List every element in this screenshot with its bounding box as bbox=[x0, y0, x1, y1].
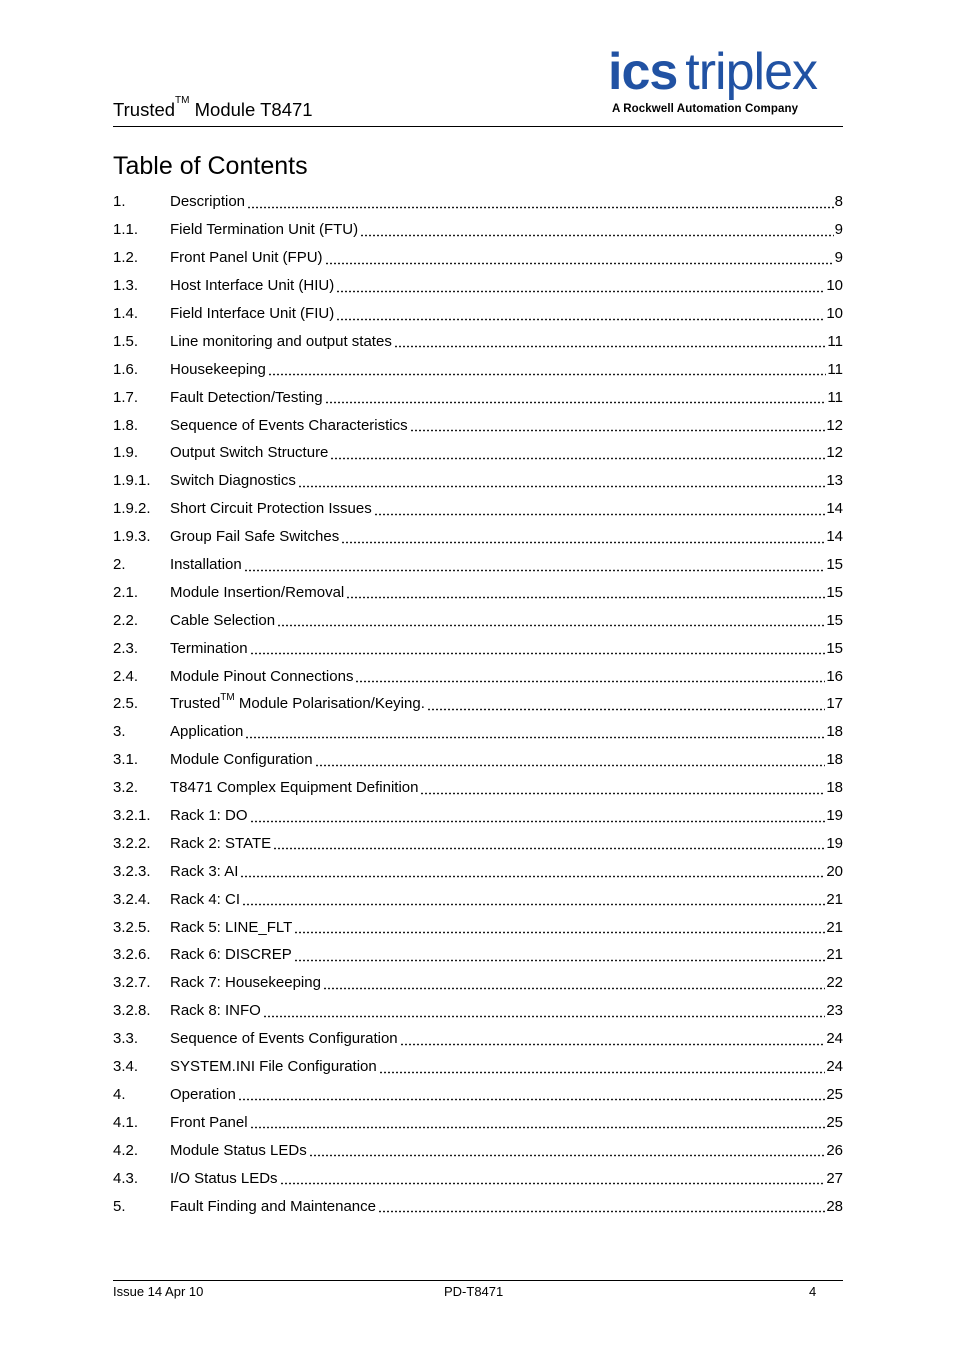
footer-issue: Issue 14 Apr 10 bbox=[113, 1284, 204, 1299]
logo-tagline: A Rockwell Automation Company bbox=[612, 103, 799, 115]
toc-entry-page: 24 bbox=[826, 1058, 843, 1076]
trademark-mark: TM bbox=[175, 95, 190, 106]
ics-triplex-logo bbox=[608, 44, 844, 120]
toc-entry[interactable] bbox=[113, 216, 843, 244]
toc-entry[interactable] bbox=[113, 802, 843, 830]
dot-leader bbox=[309, 1145, 826, 1157]
toc-entry-title-text: SYSTEM.INI File Configuration bbox=[170, 1058, 377, 1076]
toc-entry-page: 21 bbox=[826, 918, 843, 936]
toc-entry-number: 3.2.4. bbox=[113, 890, 151, 908]
toc-entry-title bbox=[170, 723, 245, 740]
toc-entry-title bbox=[170, 668, 355, 685]
toc-entry-title bbox=[170, 556, 244, 573]
toc-entry-number: 4.1. bbox=[113, 1113, 139, 1131]
toc-entry-number: 2.4. bbox=[113, 667, 139, 685]
toc-entry[interactable] bbox=[113, 1108, 843, 1136]
toc-entry-title-text: Rack 4: CI bbox=[170, 890, 241, 908]
toc-entry-title bbox=[170, 751, 315, 768]
toc-entry-number: 1.6. bbox=[113, 360, 139, 378]
dot-leader bbox=[315, 755, 826, 767]
dot-leader bbox=[250, 643, 826, 655]
toc-entry-title bbox=[170, 333, 394, 350]
toc-entry-title bbox=[170, 1030, 400, 1047]
toc-entry-title-text: Sequence of Events Characteristics bbox=[170, 416, 408, 434]
toc-entry-title-text: Rack 3: AI bbox=[170, 862, 239, 880]
toc-entry-title-text: Group Fail Safe Switches bbox=[170, 528, 340, 546]
toc-entry-page: 15 bbox=[826, 556, 843, 574]
toc-entry-title-text: Short Circuit Protection Issues bbox=[170, 500, 372, 518]
toc-entry-number: 3.2.6. bbox=[113, 946, 151, 964]
dot-leader bbox=[379, 1062, 826, 1074]
toc-entry-page: 12 bbox=[826, 416, 843, 434]
toc-entry-page: 15 bbox=[826, 583, 843, 601]
toc-entry-title-text: Trusted bbox=[170, 695, 221, 713]
toc-entry-title bbox=[170, 472, 298, 489]
toc-entry-title-text: Module Insertion/Removal bbox=[170, 583, 345, 601]
toc-heading: Table of Contents bbox=[113, 152, 308, 180]
toc-entry-title bbox=[170, 1086, 238, 1103]
toc-entry-title bbox=[170, 305, 336, 322]
toc-entry-title bbox=[170, 193, 247, 210]
logo-triplex: triplex bbox=[685, 43, 818, 101]
toc-entry-number: 1.9. bbox=[113, 444, 139, 462]
toc-entry-page: 9 bbox=[834, 249, 843, 267]
toc-entry-number: 3.4. bbox=[113, 1058, 139, 1076]
toc-entry-page: 14 bbox=[826, 500, 843, 518]
toc-entry-page: 18 bbox=[826, 751, 843, 769]
toc-entry-number: 3.2. bbox=[113, 779, 139, 797]
logo-wordmark bbox=[608, 44, 817, 100]
toc-entry-number: 2.5. bbox=[113, 695, 139, 713]
toc-entry-title-rest: Module Polarisation/Keying. bbox=[234, 695, 425, 713]
toc-entry[interactable] bbox=[113, 1136, 843, 1164]
toc-entry-title bbox=[170, 779, 420, 796]
toc-entry-page: 10 bbox=[826, 277, 843, 295]
toc-entry-page: 26 bbox=[826, 1141, 843, 1159]
toc-entry-page: 9 bbox=[834, 221, 843, 239]
toc-entry-title bbox=[170, 221, 360, 238]
toc-entry-page: 25 bbox=[826, 1085, 843, 1103]
toc-entry-page: 27 bbox=[826, 1169, 843, 1187]
dot-leader bbox=[250, 811, 826, 823]
dot-leader bbox=[250, 1117, 826, 1129]
toc-entry-title-text: I/O Status LEDs bbox=[170, 1169, 278, 1187]
dot-leader bbox=[238, 1089, 825, 1101]
toc-entry-page: 18 bbox=[826, 779, 843, 797]
toc-entry-title-text: Switch Diagnostics bbox=[170, 472, 296, 490]
toc-entry-number: 2.3. bbox=[113, 639, 139, 657]
toc-entry[interactable] bbox=[113, 913, 843, 941]
toc-entry-title bbox=[170, 835, 273, 852]
toc-entry-page: 19 bbox=[826, 834, 843, 852]
toc-entry[interactable] bbox=[113, 606, 843, 634]
toc-entry-number: 1.9.2. bbox=[113, 500, 151, 518]
dot-leader bbox=[330, 448, 825, 460]
toc-entry[interactable] bbox=[113, 969, 843, 997]
dot-leader bbox=[410, 420, 826, 432]
toc-entry-number: 3. bbox=[113, 723, 126, 741]
toc-entry-page: 11 bbox=[827, 388, 843, 406]
toc-entry-number: 3.2.1. bbox=[113, 807, 151, 825]
toc-entry[interactable] bbox=[113, 718, 843, 746]
toc-entry-title-text: Module Configuration bbox=[170, 751, 313, 769]
toc-entry-title bbox=[170, 500, 374, 517]
toc-entry-number: 4. bbox=[113, 1085, 126, 1103]
toc-entry-number: 3.3. bbox=[113, 1030, 139, 1048]
toc-entry-title-text: Field Termination Unit (FTU) bbox=[170, 221, 359, 239]
toc-entry-title bbox=[170, 444, 330, 461]
toc-entry[interactable] bbox=[113, 634, 843, 662]
toc-entry-title-text: Fault Detection/Testing bbox=[170, 388, 323, 406]
toc-entry-page: 28 bbox=[826, 1197, 843, 1215]
dot-leader bbox=[427, 699, 825, 711]
toc-entry[interactable] bbox=[113, 383, 843, 411]
toc-entry-title bbox=[170, 361, 268, 378]
toc-entry-title bbox=[170, 528, 341, 545]
title-suffix: Module T8471 bbox=[189, 99, 313, 120]
dot-leader bbox=[294, 922, 825, 934]
toc-entry-number: 1.7. bbox=[113, 388, 139, 406]
toc-entry-title-text: Cable Selection bbox=[170, 611, 276, 629]
toc-entry-number: 1.8. bbox=[113, 416, 139, 434]
toc-entry[interactable] bbox=[113, 1164, 843, 1192]
toc-entry-title bbox=[170, 807, 250, 824]
toc-entry-title-text: Line monitoring and output states bbox=[170, 332, 392, 350]
dot-leader bbox=[325, 392, 827, 404]
toc-entry-title bbox=[170, 640, 250, 657]
toc-entry-title bbox=[170, 1170, 280, 1187]
toc-entry[interactable] bbox=[113, 523, 843, 551]
toc-entry[interactable] bbox=[113, 746, 843, 774]
toc-entry-title-text: Description bbox=[170, 193, 246, 211]
toc-entry-number: 1.3. bbox=[113, 277, 139, 295]
toc-entry-number: 1. bbox=[113, 193, 126, 211]
toc-entry-page: 25 bbox=[826, 1113, 843, 1131]
toc-entry[interactable] bbox=[113, 1081, 843, 1109]
toc-entry-title bbox=[170, 277, 336, 294]
toc-entry-title-text: T8471 Complex Equipment Definition bbox=[170, 779, 419, 797]
toc-entry-title bbox=[170, 1142, 309, 1159]
toc-entry[interactable] bbox=[113, 829, 843, 857]
toc-entry-title bbox=[170, 863, 240, 880]
toc-entry-number: 1.5. bbox=[113, 332, 139, 350]
toc-entry-title bbox=[170, 612, 277, 629]
dot-leader bbox=[263, 1006, 825, 1018]
dot-leader bbox=[400, 1034, 826, 1046]
toc-entry-page: 18 bbox=[826, 723, 843, 741]
toc-entry-number: 2. bbox=[113, 556, 126, 574]
dot-leader bbox=[394, 336, 827, 348]
toc-entry[interactable] bbox=[113, 272, 843, 300]
toc-entry[interactable] bbox=[113, 857, 843, 885]
header-divider bbox=[113, 126, 843, 127]
trademark-mark: TM bbox=[220, 692, 235, 704]
toc-entry-title-text: Module Pinout Connections bbox=[170, 667, 354, 685]
logo-ics: ics bbox=[608, 43, 678, 101]
dot-leader bbox=[244, 560, 826, 572]
toc-entry-title bbox=[170, 584, 346, 601]
toc-entry-page: 15 bbox=[826, 611, 843, 629]
toc-entry[interactable] bbox=[113, 1025, 843, 1053]
toc-entry-page: 15 bbox=[826, 639, 843, 657]
toc-entry-number: 1.9.3. bbox=[113, 528, 151, 546]
toc-entry-number: 5. bbox=[113, 1197, 126, 1215]
toc-entry-title-text: Sequence of Events Configuration bbox=[170, 1030, 398, 1048]
dot-leader bbox=[242, 894, 825, 906]
toc-entry[interactable] bbox=[113, 411, 843, 439]
toc-entry[interactable] bbox=[113, 1192, 843, 1220]
toc-entry-number: 3.2.7. bbox=[113, 974, 151, 992]
toc-entry-page: 19 bbox=[826, 807, 843, 825]
toc-entry-number: 1.4. bbox=[113, 305, 139, 322]
dot-leader bbox=[420, 783, 825, 795]
toc-entry[interactable] bbox=[113, 578, 843, 606]
toc-entry-number: 3.1. bbox=[113, 751, 139, 769]
dot-leader bbox=[245, 727, 825, 739]
toc-entry-page: 22 bbox=[826, 974, 843, 992]
dot-leader bbox=[336, 281, 825, 293]
dot-leader bbox=[323, 978, 825, 990]
toc-entry-title-text: Operation bbox=[170, 1085, 236, 1103]
toc-entry-page: 23 bbox=[826, 1002, 843, 1020]
toc-entry[interactable] bbox=[113, 355, 843, 383]
dot-leader bbox=[294, 950, 826, 962]
toc-entry-title-text: Rack 2: STATE bbox=[170, 834, 272, 852]
toc-entry-title bbox=[170, 946, 294, 963]
toc-entry-title bbox=[170, 389, 325, 406]
toc-entry[interactable] bbox=[113, 690, 843, 718]
dot-leader bbox=[273, 838, 825, 850]
toc-entry-title bbox=[170, 1198, 378, 1215]
toc-entry-number: 1.9.1. bbox=[113, 472, 151, 490]
toc-entry-page: 12 bbox=[826, 444, 843, 462]
dot-leader bbox=[360, 225, 834, 237]
toc-entry-title-text: Output Switch Structure bbox=[170, 444, 329, 462]
toc-entry-page: 16 bbox=[826, 667, 843, 685]
dot-leader bbox=[346, 587, 825, 599]
dot-leader bbox=[277, 615, 825, 627]
toc-entry-page: 21 bbox=[826, 890, 843, 908]
toc-entry-title bbox=[170, 249, 325, 266]
dot-leader bbox=[280, 1173, 826, 1185]
toc-entry-title-text: Front Panel bbox=[170, 1113, 248, 1131]
toc-entry-title bbox=[170, 974, 323, 991]
toc-entry-title bbox=[170, 891, 242, 908]
dot-leader bbox=[298, 476, 825, 488]
toc-entry-title-text: Termination bbox=[170, 639, 248, 657]
toc-entry[interactable] bbox=[113, 941, 843, 969]
dot-leader bbox=[325, 253, 834, 265]
toc-entry-number: 1.2. bbox=[113, 249, 139, 267]
toc-entry-number: 1.1. bbox=[113, 221, 139, 239]
document-title bbox=[113, 95, 313, 122]
toc-entry[interactable] bbox=[113, 997, 843, 1025]
toc-entry-title bbox=[170, 919, 294, 936]
toc-entry[interactable] bbox=[113, 244, 843, 272]
toc-entry-title bbox=[170, 1002, 263, 1019]
toc-entry-number: 3.2.3. bbox=[113, 862, 151, 880]
toc-entry-title-text: Housekeeping bbox=[170, 360, 266, 378]
dot-leader bbox=[336, 309, 825, 321]
toc-entry-page: 10 bbox=[826, 305, 843, 322]
dot-leader bbox=[247, 197, 834, 209]
toc-entry-page: 11 bbox=[827, 332, 843, 350]
toc-entry-page: 24 bbox=[826, 1030, 843, 1048]
toc-entry-page: 17 bbox=[826, 695, 843, 713]
dot-leader bbox=[378, 1201, 825, 1213]
title-prefix: Trusted bbox=[113, 99, 176, 120]
toc-entry-number: 3.2.8. bbox=[113, 1002, 151, 1020]
toc-entry-title-text: Rack 6: DISCREP bbox=[170, 946, 292, 964]
dot-leader bbox=[374, 504, 826, 516]
toc-entry-title-text: Installation bbox=[170, 556, 242, 574]
toc-entry[interactable] bbox=[113, 188, 843, 216]
dot-leader bbox=[355, 671, 825, 683]
toc-entry-title bbox=[170, 1058, 379, 1075]
toc-entry-number: 3.2.2. bbox=[113, 834, 151, 852]
toc-entry-number: 4.3. bbox=[113, 1169, 139, 1187]
toc-entry-title-text: Application bbox=[170, 723, 244, 741]
toc-entry-title-text: Field Interface Unit (FIU) bbox=[170, 305, 335, 322]
toc-entry[interactable] bbox=[113, 300, 843, 328]
toc-entry-number: 2.1. bbox=[113, 583, 139, 601]
toc-entry[interactable] bbox=[113, 495, 843, 523]
toc-entry-title-text: Rack 7: Housekeeping bbox=[170, 974, 321, 992]
toc-entry-title-text: Module Status LEDs bbox=[170, 1141, 307, 1159]
toc-entry[interactable] bbox=[113, 439, 843, 467]
toc-entry-title bbox=[170, 692, 427, 713]
toc-entry[interactable] bbox=[113, 662, 843, 690]
dot-leader bbox=[268, 364, 827, 376]
toc-entry-title bbox=[170, 1114, 250, 1131]
toc-entry-number: 4.2. bbox=[113, 1141, 139, 1159]
toc-entry[interactable] bbox=[113, 327, 843, 355]
toc-entry[interactable] bbox=[113, 885, 843, 913]
toc-entry-page: 13 bbox=[826, 472, 843, 490]
toc-entry-page: 21 bbox=[826, 946, 843, 964]
toc-entry-title-text: Rack 5: LINE_FLT bbox=[170, 918, 293, 936]
dot-leader bbox=[341, 532, 825, 544]
toc-entry-number: 2.2. bbox=[113, 611, 139, 629]
toc-entry-title-text: Rack 1: DO bbox=[170, 807, 248, 825]
toc-entry[interactable] bbox=[113, 467, 843, 495]
dot-leader bbox=[240, 866, 825, 878]
toc-entry-title-text: Front Panel Unit (FPU) bbox=[170, 249, 323, 267]
toc-entry-title-text: Host Interface Unit (HIU) bbox=[170, 277, 335, 295]
footer-divider bbox=[113, 1280, 843, 1281]
toc-entry-title-text: Fault Finding and Maintenance bbox=[170, 1197, 376, 1215]
toc-entry[interactable] bbox=[113, 1053, 843, 1081]
footer-doc-id: PD-T8471 bbox=[444, 1284, 504, 1299]
toc-entry[interactable] bbox=[113, 551, 843, 579]
toc-entry-page: 11 bbox=[827, 360, 843, 378]
footer-page-number: 4 bbox=[809, 1284, 817, 1299]
toc-entry[interactable] bbox=[113, 774, 843, 802]
toc-entry-title-text: Rack 8: INFO bbox=[170, 1002, 261, 1020]
toc-entry-number: 3.2.5. bbox=[113, 918, 151, 936]
table-of-contents bbox=[113, 188, 843, 1220]
toc-entry-page: 20 bbox=[826, 862, 843, 880]
toc-entry-page: 8 bbox=[834, 193, 843, 211]
toc-entry-page: 14 bbox=[826, 528, 843, 546]
toc-entry-title bbox=[170, 417, 410, 434]
